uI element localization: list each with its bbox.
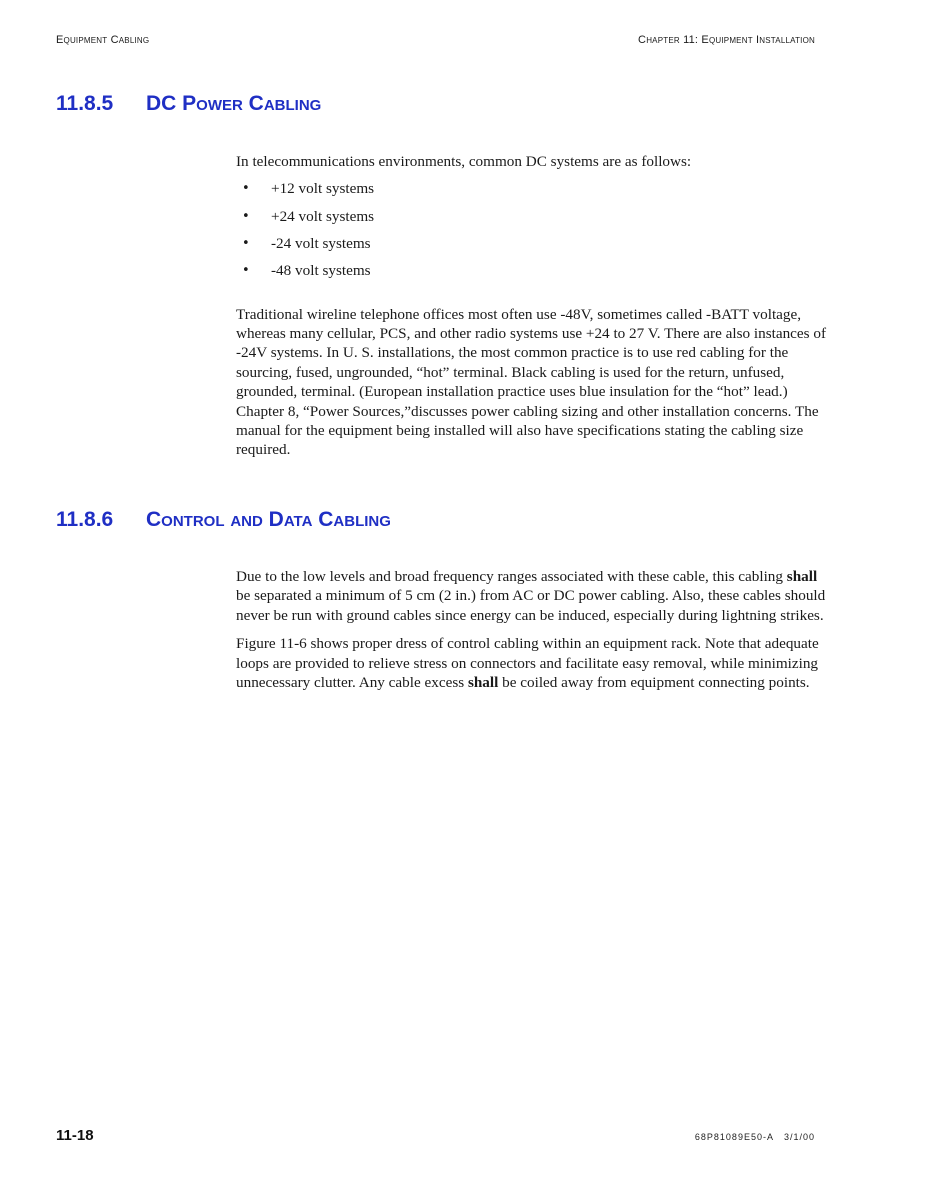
section-title: DC Power Cabling [146, 92, 322, 115]
dc-intro-text: In telecommunications environments, common DC systems are as follows: [236, 153, 692, 170]
dc-power-body [236, 152, 826, 469]
running-header-right: Chapter 11: Equipment Installation [638, 34, 815, 46]
section-heading-control-data [56, 508, 391, 532]
document-id: 68P81089E50-A 3/1/00 [694, 1132, 815, 1142]
running-header-left: Equipment Cabling [56, 34, 150, 46]
list-item: • -24 volt systems [236, 234, 826, 261]
list-item: • +24 volt systems [236, 207, 826, 234]
section-heading-dc-power [56, 92, 321, 116]
dc-cabling-paragraph: Traditional wireline telephone offices most often use -48V, sometimes called -BATT voltage, whereas many cellular, PCS, and other radio systems use +24 to 27 V. There are also instances of -24V systems. In U. S. installations, the most common practice is to use red cabling for the sourcing, fused, ungrounded, “hot” terminal. Black cabling is used for the return, unfused, grounded, terminal. (European installation practice uses blue insulation for the “hot” lead.) Chapter 8, “Power Sources,”discusses power cabling sizing and other installation concerns. The manual for the equipment being installed will also have specifications stating the cabling size required. [236, 305, 827, 459]
dc-systems-list [236, 179, 826, 288]
section-number: 11.8.5 [56, 92, 114, 115]
page-number: 11-18 [56, 1127, 94, 1144]
section-title: Control and Data Cabling [146, 508, 391, 531]
emphasis-shall: shall [467, 674, 499, 692]
separation-paragraph: Due to the low levels and broad frequency ranges associated with these cable, this cabling shall be separated a minimum of 5 cm (2 in.) from AC or DC power cabling. Also, these cables should never be run with ground cables since energy can be induced, especially during lightning strikes. [236, 568, 826, 624]
section-number: 11.8.6 [56, 508, 114, 531]
emphasis-shall: shall [786, 568, 818, 585]
control-data-body [236, 567, 826, 701]
figure-reference-paragraph: Figure 11-6 shows proper dress of control cabling within an equipment rack. Note that adequate loops are provided to relieve stress on connectors and facilitate easy removal, while minimizing unnecessary clutter. Any cable excess shall be coiled away from equipment connecting points. [236, 635, 819, 692]
list-item: • +12 volt systems [236, 179, 826, 206]
list-item: • -48 volt systems [236, 261, 826, 288]
